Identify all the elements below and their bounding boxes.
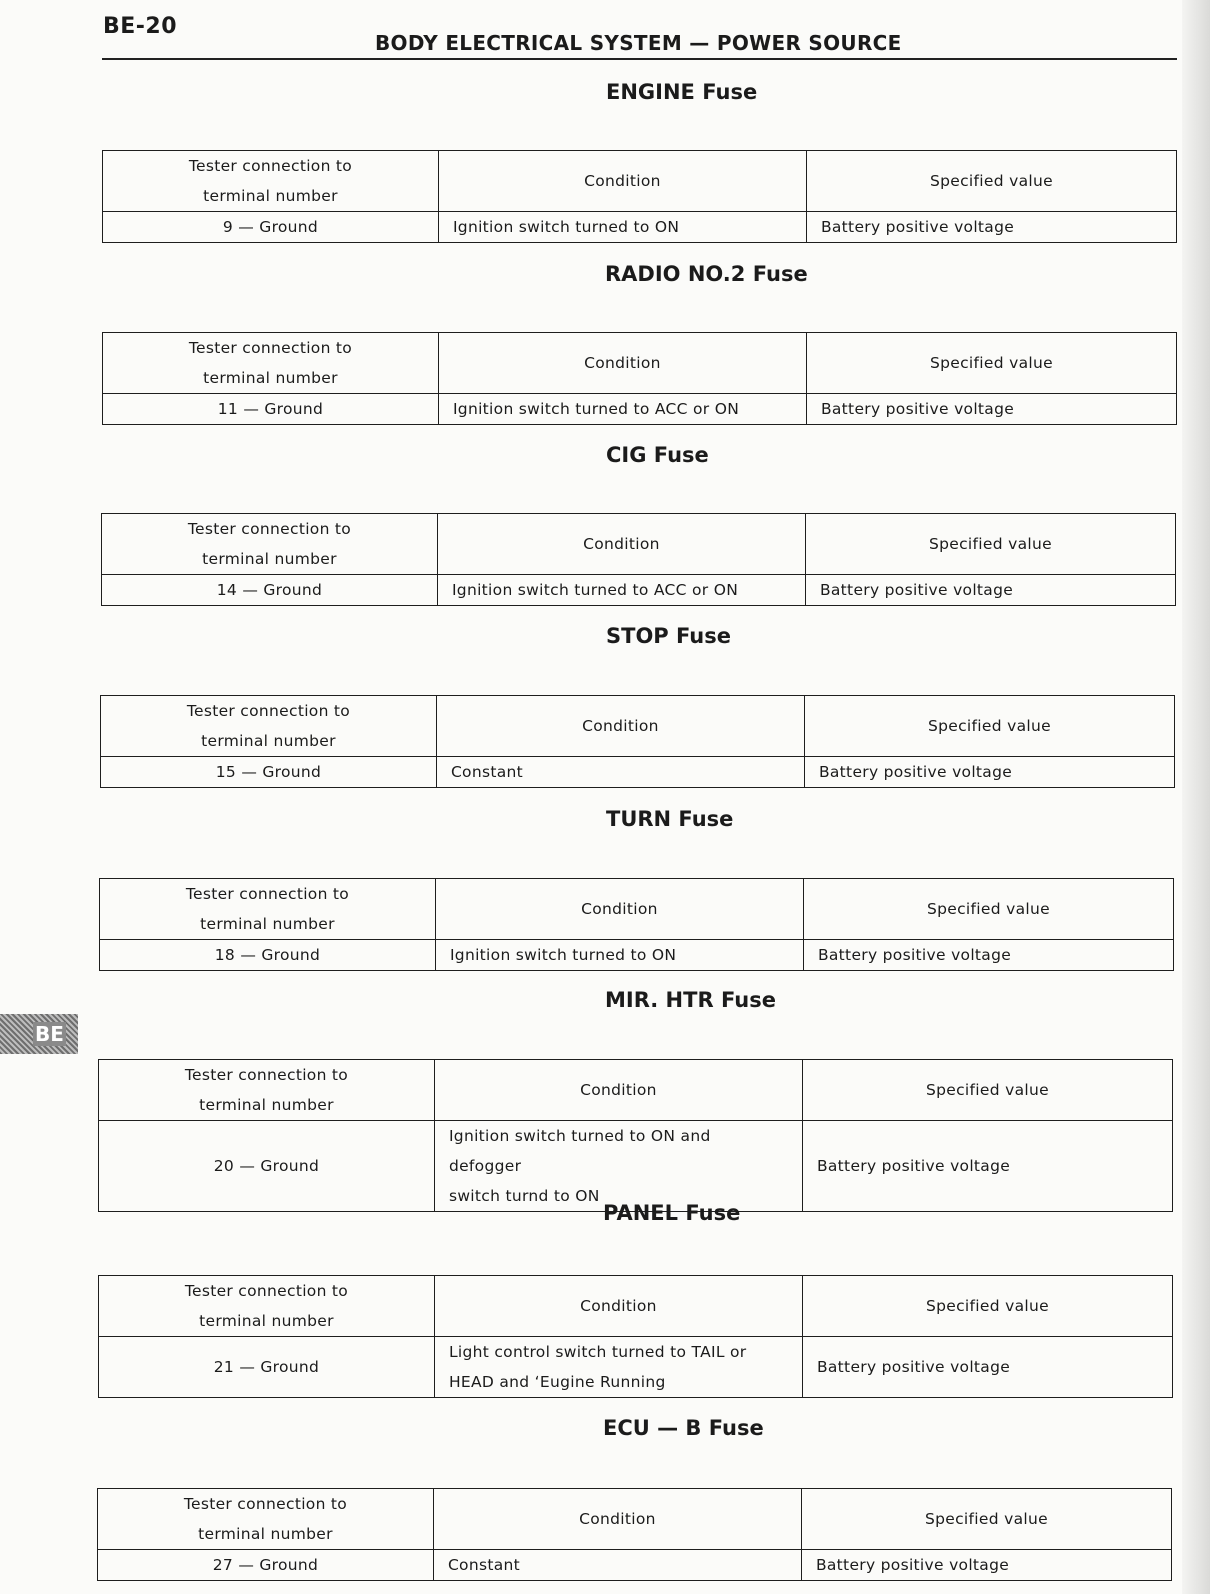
table-header-row	[99, 1276, 1173, 1337]
table-header-row	[103, 333, 1177, 394]
header-tester-line2: terminal number	[203, 369, 338, 387]
section-tab	[0, 1014, 78, 1054]
cell-condition: Ignition switch turned to ACC or ON	[438, 394, 806, 425]
cell-condition: Ignition switch turned to ACC or ON	[437, 575, 805, 606]
table-row	[99, 1337, 1173, 1398]
cell-value: Battery positive voltage	[803, 940, 1173, 971]
header-tester-line1: Tester connection to	[184, 1282, 349, 1300]
header-tester-line2: terminal number	[199, 1312, 334, 1330]
section-title: ECU — B Fuse	[603, 1416, 764, 1440]
table-header-row	[99, 1060, 1173, 1121]
spec-table	[99, 878, 1174, 971]
spec-table	[101, 513, 1176, 606]
spec-table	[98, 1275, 1173, 1398]
section-title: ENGINE Fuse	[606, 80, 758, 104]
cell-value: Battery positive voltage	[802, 1337, 1172, 1398]
spec-table	[102, 150, 1177, 243]
table-row	[103, 212, 1177, 243]
table-header-row	[102, 514, 1176, 575]
cell-tester: 11 — Ground	[103, 394, 439, 425]
header-condition: Condition	[438, 151, 806, 212]
spec-table	[98, 1059, 1173, 1212]
header-specified-value: Specified value	[806, 333, 1176, 394]
header-tester-connection	[98, 1489, 434, 1550]
table-header-row	[100, 879, 1174, 940]
header-condition: Condition	[436, 696, 804, 757]
section-title: TURN Fuse	[606, 807, 734, 831]
cell-tester: 20 — Ground	[99, 1121, 435, 1212]
header-tester-connection	[103, 151, 439, 212]
header-condition: Condition	[437, 514, 805, 575]
section-title: CIG Fuse	[606, 443, 709, 467]
table-row	[100, 940, 1174, 971]
header-rule	[102, 58, 1177, 60]
cell-tester: 21 — Ground	[99, 1337, 435, 1398]
header-specified-value: Specified value	[802, 1276, 1172, 1337]
header-specified-value: Specified value	[802, 1060, 1172, 1121]
header-condition: Condition	[433, 1489, 801, 1550]
header-tester-line2: terminal number	[202, 550, 337, 568]
header-specified-value: Specified value	[803, 879, 1173, 940]
page-code: BE-20	[103, 14, 178, 39]
cell-value: Battery positive voltage	[801, 1550, 1171, 1581]
cell-condition: Constant	[433, 1550, 801, 1581]
cell-value: Battery positive voltage	[806, 394, 1176, 425]
cell-tester: 18 — Ground	[100, 940, 436, 971]
cell-tester: 9 — Ground	[103, 212, 439, 243]
cell-condition-line1: Light control switch turned to TAIL or	[448, 1343, 747, 1361]
section-title: MIR. HTR Fuse	[605, 988, 776, 1012]
cell-value: Battery positive voltage	[804, 757, 1174, 788]
header-specified-value: Specified value	[804, 696, 1174, 757]
header-tester-connection	[100, 879, 436, 940]
header-tester-line2: terminal number	[199, 1096, 334, 1114]
page-edge-shadow	[1182, 0, 1210, 1594]
header-tester-line2: terminal number	[201, 732, 336, 750]
cell-condition-line2: HEAD and ʻEugine Running	[448, 1373, 666, 1391]
cell-condition: Ignition switch turned to ON	[438, 212, 806, 243]
header-condition: Condition	[438, 333, 806, 394]
header-tester-line1: Tester connection to	[183, 1495, 348, 1513]
table-row	[99, 1121, 1173, 1212]
header-tester-line1: Tester connection to	[188, 339, 353, 357]
header-tester-line2: terminal number	[198, 1525, 333, 1543]
cell-condition: Constant	[436, 757, 804, 788]
header-tester-connection	[99, 1060, 435, 1121]
header-tester-connection	[102, 514, 438, 575]
header-tester-connection	[99, 1276, 435, 1337]
header-tester-connection	[101, 696, 437, 757]
table-header-row	[103, 151, 1177, 212]
table-row	[98, 1550, 1172, 1581]
header-tester-line2: terminal number	[200, 915, 335, 933]
section-title: PANEL Fuse	[603, 1201, 741, 1225]
cell-condition-line1: Ignition switch turned to ON and defogger	[448, 1127, 711, 1175]
section-title: STOP Fuse	[606, 624, 731, 648]
cell-condition	[434, 1121, 802, 1212]
table-row	[101, 757, 1175, 788]
header-tester-line2: terminal number	[203, 187, 338, 205]
cell-condition	[434, 1337, 802, 1398]
header-specified-value: Specified value	[806, 151, 1176, 212]
header-condition: Condition	[434, 1060, 802, 1121]
header-tester-line1: Tester connection to	[188, 157, 353, 175]
table-row	[102, 575, 1176, 606]
header-condition: Condition	[435, 879, 803, 940]
header-tester-line1: Tester connection to	[184, 1066, 349, 1084]
table-row	[103, 394, 1177, 425]
cell-value: Battery positive voltage	[805, 575, 1175, 606]
section-title: RADIO NO.2 Fuse	[605, 262, 808, 286]
spec-table	[102, 332, 1177, 425]
cell-tester: 27 — Ground	[98, 1550, 434, 1581]
header-condition: Condition	[434, 1276, 802, 1337]
cell-value: Battery positive voltage	[802, 1121, 1172, 1212]
cell-tester: 15 — Ground	[101, 757, 437, 788]
spec-table	[97, 1488, 1172, 1581]
section-tab-label: BE	[35, 1022, 64, 1046]
cell-condition: Ignition switch turned to ON	[435, 940, 803, 971]
cell-condition-line2: switch turnd to ON	[448, 1187, 600, 1205]
header-tester-line1: Tester connection to	[186, 702, 351, 720]
header-specified-value: Specified value	[801, 1489, 1171, 1550]
cell-value: Battery positive voltage	[806, 212, 1176, 243]
header-tester-connection	[103, 333, 439, 394]
header-tester-line1: Tester connection to	[185, 885, 350, 903]
header-specified-value: Specified value	[805, 514, 1175, 575]
spec-table	[100, 695, 1175, 788]
cell-tester: 14 — Ground	[102, 575, 438, 606]
table-header-row	[101, 696, 1175, 757]
table-header-row	[98, 1489, 1172, 1550]
header-tester-line1: Tester connection to	[187, 520, 352, 538]
page-header: BODY ELECTRICAL SYSTEM — POWER SOURCE	[375, 31, 902, 55]
